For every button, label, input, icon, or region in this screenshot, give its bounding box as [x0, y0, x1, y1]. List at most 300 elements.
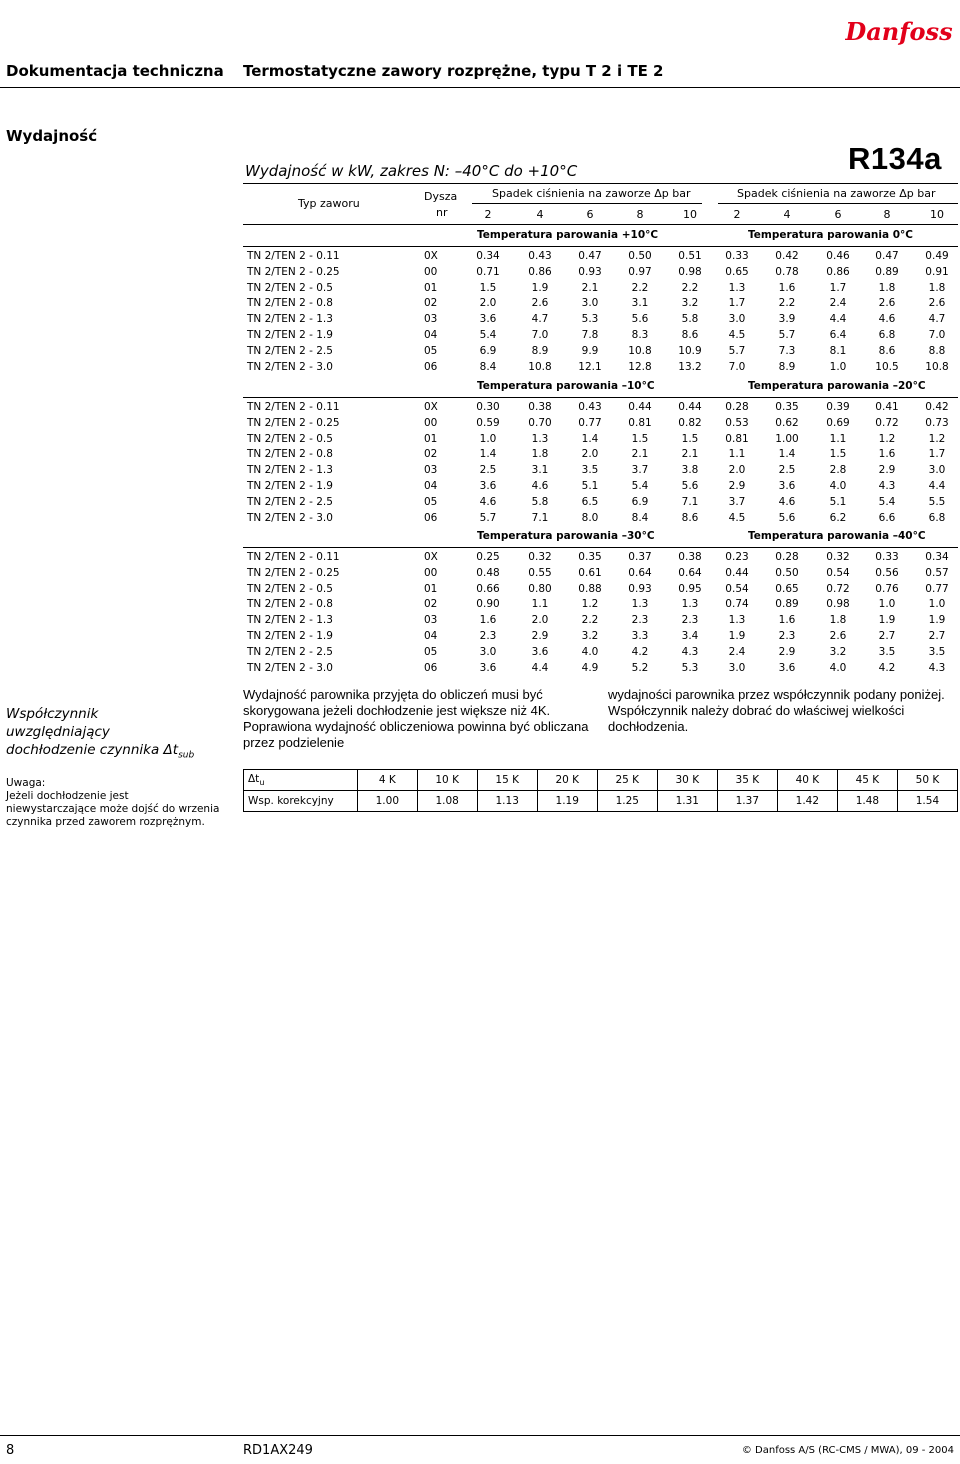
page-number: 8: [6, 1443, 15, 1458]
block-2-row-3-left-0: 0.90: [476, 598, 500, 611]
correction-dt-8: 45 K: [837, 770, 897, 791]
correction-dt-6: 35 K: [717, 770, 777, 791]
block-2-row-6-left-3: 4.2: [631, 645, 649, 658]
block-2-row-5-left-3: 3.3: [631, 630, 649, 642]
block-2-row-7-left-3: 5.2: [631, 661, 649, 674]
block-2-row-3-left-4: 1.3: [681, 598, 699, 611]
block-2-row-7-right-4: 4.3: [928, 661, 946, 674]
correction-factor-4: 1.25: [597, 791, 657, 812]
block-1-row-7-left-0: 5.7: [479, 511, 497, 524]
block-1-row-3-right-1: 1.4: [778, 448, 796, 461]
block-1-row-4-left-3: 3.7: [631, 464, 649, 477]
correction-dt-label: $\Delta t_u$: [244, 770, 358, 791]
block-0-row-1-right-0: 0.65: [725, 265, 749, 278]
pressure-drop-left-3: 8: [636, 208, 644, 221]
block-1-row-0-right-1: 0.35: [775, 401, 799, 413]
block-1-row-2-type: TN 2/TEN 2 - 0.5: [247, 432, 333, 445]
block-1-row-6-left-3: 6.9: [631, 495, 649, 508]
col-type-header: Typ zaworu: [298, 197, 360, 210]
block-0-row-1-left-3: 0.97: [628, 265, 652, 278]
block-1-row-3-left-1: 1.8: [531, 448, 549, 461]
block-0-row-4-right-0: 3.0: [728, 313, 746, 326]
block-0-row-3-right-3: 2.6: [878, 297, 896, 310]
block-0-row-5-right-3: 6.8: [878, 329, 896, 341]
block-1-row-3-left-0: 1.4: [479, 448, 497, 461]
block-0-row-6-left-2: 9.9: [581, 344, 599, 357]
block-2-row-7-right-1: 3.6: [778, 661, 796, 674]
paragraph-left: Wydajność parownika przyjęta do obliczeń musi być skorygowana jeżeli dochłodzenie jest większe niż 4K. Poprawiona wydajność obliczeniowa powinna być obliczana przez podzielenie: [243, 687, 589, 750]
block-0-row-2-right-3: 1.8: [878, 281, 896, 294]
block-2-row-6-left-2: 4.0: [581, 645, 599, 658]
block-0-row-4-right-2: 4.4: [829, 313, 847, 326]
block-1-row-3-left-4: 2.1: [681, 448, 699, 461]
block-0-row-0-left-0: 0.34: [476, 250, 500, 262]
block-2-row-0-type: TN 2/TEN 2 - 0.11: [247, 551, 340, 563]
block-0-row-1-left-2: 0.93: [578, 265, 602, 278]
block-2-row-6-type: TN 2/TEN 2 - 2.5: [247, 645, 333, 658]
block-1-row-6-right-2: 5.1: [829, 495, 847, 508]
block-2-row-4-right-2: 1.8: [829, 614, 847, 627]
block-2-row-5-left-0: 2.3: [479, 630, 497, 642]
block-1-row-2-left-0: 1.0: [479, 432, 497, 445]
block-2-row-6-right-3: 3.5: [878, 645, 896, 658]
block-2-rule: [243, 547, 958, 548]
block-0-row-5-left-0: 5.4: [479, 329, 497, 341]
block-0-row-0-right-1: 0.42: [775, 250, 799, 262]
block-0-row-0-left-1: 0.43: [528, 250, 552, 262]
pressure-drop-left-2: 6: [586, 208, 594, 221]
header-bottom-rule: [243, 224, 958, 225]
block-2-row-1-right-3: 0.56: [875, 566, 899, 579]
block-0-left-title: Temperatura parowania +10°C: [477, 229, 659, 241]
doc-code: RD1AX249: [243, 1443, 313, 1458]
block-1-row-5-left-2: 5.1: [581, 480, 599, 492]
block-1-row-0-left-3: 0.44: [628, 401, 652, 413]
block-0-row-5-left-4: 8.6: [681, 329, 699, 341]
block-0-row-6-right-0: 5.7: [728, 344, 746, 357]
block-0-row-5-left-1: 7.0: [531, 329, 549, 341]
block-1-row-0-right-0: 0.28: [725, 401, 749, 413]
block-2-row-4-right-4: 1.9: [928, 614, 946, 627]
block-1-rule: [243, 397, 958, 398]
correction-dt-5: 30 K: [657, 770, 717, 791]
block-0-row-1-right-3: 0.89: [875, 265, 899, 278]
block-2-row-6-nr: 05: [424, 645, 438, 658]
block-2-row-1-right-1: 0.50: [775, 566, 799, 579]
block-0-row-6-right-4: 8.8: [928, 344, 946, 357]
block-1-row-1-right-3: 0.72: [875, 416, 899, 429]
block-0-row-7-left-3: 12.8: [628, 360, 652, 373]
block-0-row-2-nr: 01: [424, 281, 438, 294]
block-0-row-0-right-0: 0.33: [725, 250, 749, 262]
correction-factor-1: 1.08: [417, 791, 477, 812]
block-2-row-6-right-2: 3.2: [829, 645, 847, 658]
block-2-row-3-left-2: 1.2: [581, 598, 599, 611]
block-1-row-7-left-2: 8.0: [581, 511, 599, 524]
block-1-row-7-right-4: 6.8: [928, 511, 946, 524]
block-1-row-4-type: TN 2/TEN 2 - 1.3: [247, 464, 333, 477]
block-0-row-6-left-0: 6.9: [479, 344, 497, 357]
correction-factor-5: 1.31: [657, 791, 717, 812]
block-0-row-3-left-1: 2.6: [531, 297, 549, 310]
pressure-drop-header-right: Spadek ciśnienia na zaworze Δp bar: [737, 187, 936, 200]
block-2-right-title: Temperatura parowania –40°C: [748, 530, 926, 542]
block-1-row-1-right-4: 0.73: [925, 416, 949, 429]
block-1-row-2-left-3: 1.5: [631, 432, 649, 445]
block-2-row-3-nr: 02: [424, 598, 438, 611]
block-0-row-2-right-4: 1.8: [928, 281, 946, 294]
block-1-row-6-left-1: 5.8: [531, 495, 549, 508]
block-1-row-1-right-2: 0.69: [826, 416, 850, 429]
block-0-row-7-type: TN 2/TEN 2 - 3.0: [247, 360, 333, 373]
block-1-row-1-left-4: 0.82: [678, 416, 702, 429]
block-2-row-2-right-1: 0.65: [775, 582, 799, 595]
block-0-row-0-right-3: 0.47: [875, 250, 899, 262]
block-1-row-7-right-0: 4.5: [728, 511, 746, 524]
block-0-row-6-left-4: 10.9: [678, 344, 702, 357]
block-1-row-5-nr: 04: [424, 480, 438, 492]
block-1-row-6-left-4: 7.1: [681, 495, 699, 508]
paragraph-right: wydajności parownika przez współczynnik podany poniżej. Współczynnik należy dobrać do właściwej wielkości dochłodzenia.: [608, 687, 945, 734]
block-1-row-3-left-2: 2.0: [581, 448, 599, 461]
block-0-row-0-type: TN 2/TEN 2 - 0.11: [247, 250, 340, 262]
block-0-row-7-right-2: 1.0: [829, 360, 847, 373]
block-1-row-0-left-0: 0.30: [476, 401, 500, 413]
block-2-row-2-nr: 01: [424, 582, 438, 595]
block-0-row-4-nr: 03: [424, 313, 438, 326]
block-0-row-7-right-3: 10.5: [875, 360, 899, 373]
block-1-row-5-right-3: 4.3: [878, 480, 896, 492]
pressure-drop-header-left: Spadek ciśnienia na zaworze Δp bar: [492, 187, 691, 200]
block-2-row-6-left-4: 4.3: [681, 645, 699, 658]
block-1-row-7-left-1: 7.1: [531, 511, 549, 524]
block-2-row-0-left-0: 0.25: [476, 551, 500, 563]
block-1-row-3-right-4: 1.7: [928, 448, 946, 461]
block-2-row-7-left-1: 4.4: [531, 661, 549, 674]
block-2-row-0-right-3: 0.33: [875, 551, 899, 563]
block-2-row-2-right-0: 0.54: [725, 582, 749, 595]
block-1-left-title: Temperatura parowania –10°C: [477, 380, 655, 392]
block-0-rule: [243, 246, 958, 247]
refrigerant-label: R134a: [848, 141, 942, 176]
block-0-row-3-type: TN 2/TEN 2 - 0.8: [247, 297, 333, 310]
pressure-drop-right-4: 10: [930, 208, 944, 221]
block-0-row-5-left-2: 7.8: [581, 329, 599, 341]
block-0-row-5-nr: 04: [424, 329, 438, 341]
block-2-row-2-right-3: 0.76: [875, 582, 899, 595]
block-2-row-2-left-3: 0.93: [628, 582, 652, 595]
block-2-row-4-left-2: 2.2: [581, 614, 599, 627]
note-label: Uwaga:: [6, 777, 46, 789]
correction-factor-title-line2: dochłodzenie czynnika Δt: [6, 742, 179, 758]
block-0-row-4-type: TN 2/TEN 2 - 1.3: [247, 313, 333, 326]
block-2-row-4-right-0: 1.3: [728, 614, 746, 627]
note-text: Jeżeli dochłodzenie jest niewystarczające może dojść do wrzenia czynnika przed zaworem rozprężnym.: [6, 790, 220, 828]
block-2-row-0-right-1: 0.28: [775, 551, 799, 563]
block-2-row-7-left-4: 5.3: [681, 661, 699, 674]
block-1-row-5-right-2: 4.0: [829, 480, 847, 492]
block-0-row-1-right-1: 0.78: [775, 265, 799, 278]
block-2-row-4-left-3: 2.3: [631, 614, 649, 627]
block-0-row-7-left-0: 8.4: [479, 360, 497, 373]
block-0-row-5-right-2: 6.4: [829, 329, 847, 341]
block-0-row-4-right-1: 3.9: [778, 313, 796, 326]
block-2-row-5-right-0: 1.9: [728, 630, 746, 642]
block-2-row-1-left-1: 0.55: [528, 566, 552, 579]
block-2-row-3-type: TN 2/TEN 2 - 0.8: [247, 598, 333, 611]
block-2-row-4-left-4: 2.3: [681, 614, 699, 627]
correction-dt-0: 4 K: [358, 770, 418, 791]
block-0-row-7-left-2: 12.1: [578, 360, 602, 373]
block-2-row-3-right-4: 1.0: [928, 598, 946, 611]
block-1-row-7-right-2: 6.2: [829, 511, 847, 524]
block-2-row-7-right-0: 3.0: [728, 661, 746, 674]
block-0-row-0-left-3: 0.50: [628, 250, 652, 262]
block-0-row-2-right-0: 1.3: [728, 281, 746, 294]
pressure-drop-right-2: 6: [834, 208, 842, 221]
block-1-right-title: Temperatura parowania –20°C: [748, 380, 926, 392]
block-0-row-5-right-0: 4.5: [728, 329, 746, 341]
correction-dt-7: 40 K: [777, 770, 837, 791]
correction-row-factor: [244, 791, 958, 812]
block-2-row-5-left-2: 3.2: [581, 630, 599, 642]
block-0-row-6-left-1: 8.9: [531, 344, 549, 357]
block-1-row-2-left-2: 1.4: [581, 432, 599, 445]
block-0-row-4-right-4: 4.7: [928, 313, 946, 326]
block-0-row-1-left-1: 0.86: [528, 265, 552, 278]
block-0-row-4-right-3: 4.6: [878, 313, 896, 326]
block-1-row-4-left-1: 3.1: [531, 464, 549, 477]
block-0-row-3-right-0: 1.7: [728, 297, 746, 310]
footer-rule: [0, 1435, 960, 1436]
block-0-row-0-left-4: 0.51: [678, 250, 702, 262]
block-0-row-1-left-4: 0.98: [678, 265, 702, 278]
block-1-row-2-nr: 01: [424, 432, 438, 445]
block-2-row-6-right-0: 2.4: [728, 645, 746, 658]
correction-dt-2: 15 K: [477, 770, 537, 791]
block-0-row-6-right-1: 7.3: [778, 344, 796, 357]
block-1-row-0-type: TN 2/TEN 2 - 0.11: [247, 401, 340, 413]
block-1-row-6-right-0: 3.7: [728, 495, 746, 508]
block-1-row-6-left-0: 4.6: [479, 495, 497, 508]
block-1-row-6-left-2: 6.5: [581, 495, 599, 508]
block-0-row-5-type: TN 2/TEN 2 - 1.9: [247, 329, 333, 341]
block-1-row-1-nr: 00: [424, 416, 438, 429]
block-1-row-3-nr: 02: [424, 448, 438, 461]
block-1-row-5-left-0: 3.6: [479, 480, 497, 492]
block-1-row-4-right-3: 2.9: [878, 464, 896, 477]
block-2-row-6-left-1: 3.6: [531, 645, 549, 658]
block-2-row-5-type: TN 2/TEN 2 - 1.9: [247, 630, 333, 642]
correction-dt-1: 10 K: [417, 770, 477, 791]
block-2-row-2-left-4: 0.95: [678, 582, 702, 595]
block-1-row-6-nr: 05: [424, 495, 438, 508]
block-2-row-0-left-3: 0.37: [628, 551, 652, 563]
block-1-row-0-right-3: 0.41: [875, 401, 899, 413]
correction-dt-3: 20 K: [537, 770, 597, 791]
block-0-row-4-left-4: 5.8: [681, 313, 699, 326]
block-1-row-3-right-3: 1.6: [878, 448, 896, 461]
block-0-row-3-right-4: 2.6: [928, 297, 946, 310]
block-2-row-0-right-2: 0.32: [826, 551, 850, 563]
block-0-row-5-right-1: 5.7: [778, 329, 796, 341]
block-0-row-7-left-4: 13.2: [678, 360, 702, 373]
block-0-row-4-left-3: 5.6: [631, 313, 649, 326]
block-1-row-3-left-3: 2.1: [631, 448, 649, 461]
col-orifice-nr-header: nr: [436, 206, 448, 219]
block-2-row-7-left-2: 4.9: [581, 661, 599, 674]
block-0-row-3-right-2: 2.4: [829, 297, 847, 310]
block-2-row-5-right-2: 2.6: [829, 630, 847, 642]
block-2-row-0-left-4: 0.38: [678, 551, 702, 563]
block-0-row-2-left-0: 1.5: [479, 281, 497, 294]
block-0-row-4-left-2: 5.3: [581, 313, 599, 326]
block-1-row-0-right-2: 0.39: [826, 401, 850, 413]
block-0-row-1-nr: 00: [424, 265, 438, 278]
block-2-row-0-left-2: 0.35: [578, 551, 602, 563]
block-1-row-4-left-4: 3.8: [681, 464, 699, 477]
block-0-row-5-left-3: 8.3: [631, 329, 649, 341]
block-1-row-5-left-4: 5.6: [681, 480, 699, 492]
block-0-row-7-right-4: 10.8: [925, 360, 949, 373]
correction-factor-title: [6, 705, 206, 765]
block-1-row-2-right-3: 1.2: [878, 432, 896, 445]
block-1-row-5-left-1: 4.6: [531, 480, 549, 492]
block-2-row-5-right-4: 2.7: [928, 630, 946, 642]
correction-dt-9: 50 K: [897, 770, 957, 791]
block-1-row-7-left-3: 8.4: [631, 511, 649, 524]
block-0-row-1-type: TN 2/TEN 2 - 0.25: [247, 265, 340, 278]
block-0-row-7-right-1: 8.9: [778, 360, 796, 373]
block-1-row-0-nr: 0X: [424, 401, 438, 413]
section-title: Wydajność: [6, 127, 98, 145]
block-0-row-0-nr: 0X: [424, 250, 438, 262]
block-2-row-4-nr: 03: [424, 614, 438, 627]
block-1-row-7-right-3: 6.6: [878, 511, 896, 524]
block-0-row-2-left-3: 2.2: [631, 281, 649, 294]
block-2-row-3-right-2: 0.98: [826, 598, 850, 611]
block-1-row-1-left-2: 0.77: [578, 416, 602, 429]
block-0-row-0-left-2: 0.47: [578, 250, 602, 262]
block-1-row-5-right-0: 2.9: [728, 480, 746, 492]
block-1-row-4-right-4: 3.0: [928, 464, 946, 477]
correction-factor-0: 1.00: [358, 791, 418, 812]
block-2-row-1-right-2: 0.54: [826, 566, 850, 579]
block-2-row-7-type: TN 2/TEN 2 - 3.0: [247, 661, 333, 674]
correction-factor-2: 1.13: [477, 791, 537, 812]
block-2-row-1-right-0: 0.44: [725, 566, 749, 579]
copyright: © Danfoss A/S (RC-CMS / MWA), 09 - 2004: [741, 1445, 954, 1456]
block-1-row-5-type: TN 2/TEN 2 - 1.9: [247, 480, 333, 492]
correction-factor-8: 1.48: [837, 791, 897, 812]
block-2-row-6-right-4: 3.5: [928, 645, 946, 658]
block-0-row-4-left-0: 3.6: [479, 313, 497, 326]
pressure-drop-right-0: 2: [733, 208, 741, 221]
block-1-row-4-right-0: 2.0: [728, 464, 746, 477]
block-1-row-0-left-2: 0.43: [578, 401, 602, 413]
block-2-row-3-left-3: 1.3: [631, 598, 649, 611]
block-2-row-1-left-2: 0.61: [578, 566, 602, 579]
block-2-row-4-left-0: 1.6: [479, 614, 497, 627]
block-1-row-7-type: TN 2/TEN 2 - 3.0: [247, 511, 333, 524]
doc-title: Termostatyczne zawory rozprężne, typu T 2 i TE 2: [243, 62, 664, 80]
block-2-row-1-type: TN 2/TEN 2 - 0.25: [247, 566, 340, 579]
note: [6, 777, 221, 829]
svg-text:Danfoss: Danfoss: [845, 17, 953, 46]
pressure-drop-left-1: 4: [536, 208, 544, 221]
block-1-row-1-left-0: 0.59: [476, 416, 500, 429]
block-1-row-1-type: TN 2/TEN 2 - 0.25: [247, 416, 340, 429]
pressure-drop-left-0: 2: [484, 208, 492, 221]
block-2-row-5-right-3: 2.7: [878, 630, 896, 642]
block-2-row-4-left-1: 2.0: [531, 614, 549, 627]
block-0-row-3-nr: 02: [424, 297, 438, 310]
block-1-row-1-right-0: 0.53: [725, 416, 749, 429]
correction-factor-9: 1.54: [897, 791, 957, 812]
block-0-row-2-left-1: 1.9: [531, 281, 549, 294]
pressure-drop-right-1: 4: [783, 208, 791, 221]
block-1-row-3-type: TN 2/TEN 2 - 0.8: [247, 448, 333, 461]
block-1-row-0-left-1: 0.38: [528, 401, 552, 413]
block-0-row-1-right-4: 0.91: [925, 265, 949, 278]
block-1-row-3-right-0: 1.1: [728, 448, 746, 461]
block-1-row-6-right-4: 5.5: [928, 495, 946, 508]
block-0-row-3-left-2: 3.0: [581, 297, 599, 310]
block-1-row-1-left-3: 0.81: [628, 416, 652, 429]
correction-factor-3: 1.19: [537, 791, 597, 812]
block-1-row-4-right-2: 2.8: [829, 464, 847, 477]
block-1-row-4-left-0: 2.5: [479, 464, 497, 477]
col-orifice-header: Dysza: [424, 190, 458, 203]
block-0-row-7-nr: 06: [424, 360, 438, 373]
block-1-row-6-type: TN 2/TEN 2 - 2.5: [247, 495, 333, 508]
block-1-row-2-right-2: 1.1: [829, 432, 847, 445]
block-1-row-1-right-1: 0.62: [775, 416, 799, 429]
block-2-row-2-left-2: 0.88: [578, 582, 602, 595]
block-0-row-7-right-0: 7.0: [728, 360, 746, 373]
correction-row-dt: [244, 770, 958, 791]
block-2-row-6-left-0: 3.0: [479, 645, 497, 658]
block-2-row-0-right-0: 0.23: [725, 551, 749, 563]
block-0-row-3-right-1: 2.2: [778, 297, 796, 310]
capacity-table: [0, 0, 960, 690]
block-2-row-3-left-1: 1.1: [531, 598, 549, 611]
block-0-row-6-left-3: 10.8: [628, 344, 652, 357]
block-0-row-0-right-2: 0.46: [826, 250, 850, 262]
block-2-row-5-left-4: 3.4: [681, 630, 699, 642]
block-1-row-2-left-4: 1.5: [681, 432, 699, 445]
correction-factor-6: 1.37: [717, 791, 777, 812]
block-1-row-2-right-1: 1.00: [775, 432, 799, 445]
block-2-row-5-right-1: 2.3: [778, 630, 796, 642]
block-2-row-1-left-4: 0.64: [678, 566, 702, 579]
block-2-row-1-right-4: 0.57: [925, 566, 949, 579]
block-1-row-5-right-4: 4.4: [928, 480, 946, 492]
block-0-row-6-type: TN 2/TEN 2 - 2.5: [247, 344, 333, 357]
block-1-row-2-right-0: 0.81: [725, 432, 749, 445]
correction-factor-label: Wsp. korekcyjny: [244, 791, 358, 812]
block-1-row-4-right-1: 2.5: [778, 464, 796, 477]
block-2-row-1-left-0: 0.48: [476, 566, 500, 579]
block-2-row-7-right-2: 4.0: [829, 661, 847, 674]
block-0-row-2-left-2: 2.1: [581, 281, 599, 294]
block-2-row-4-right-3: 1.9: [878, 614, 896, 627]
block-2-row-1-nr: 00: [424, 566, 438, 579]
block-2-left-title: Temperatura parowania –30°C: [477, 530, 655, 542]
block-0-row-3-left-3: 3.1: [631, 297, 649, 310]
block-0-row-1-right-2: 0.86: [826, 265, 850, 278]
pressure-drop-right-3: 8: [883, 208, 891, 221]
